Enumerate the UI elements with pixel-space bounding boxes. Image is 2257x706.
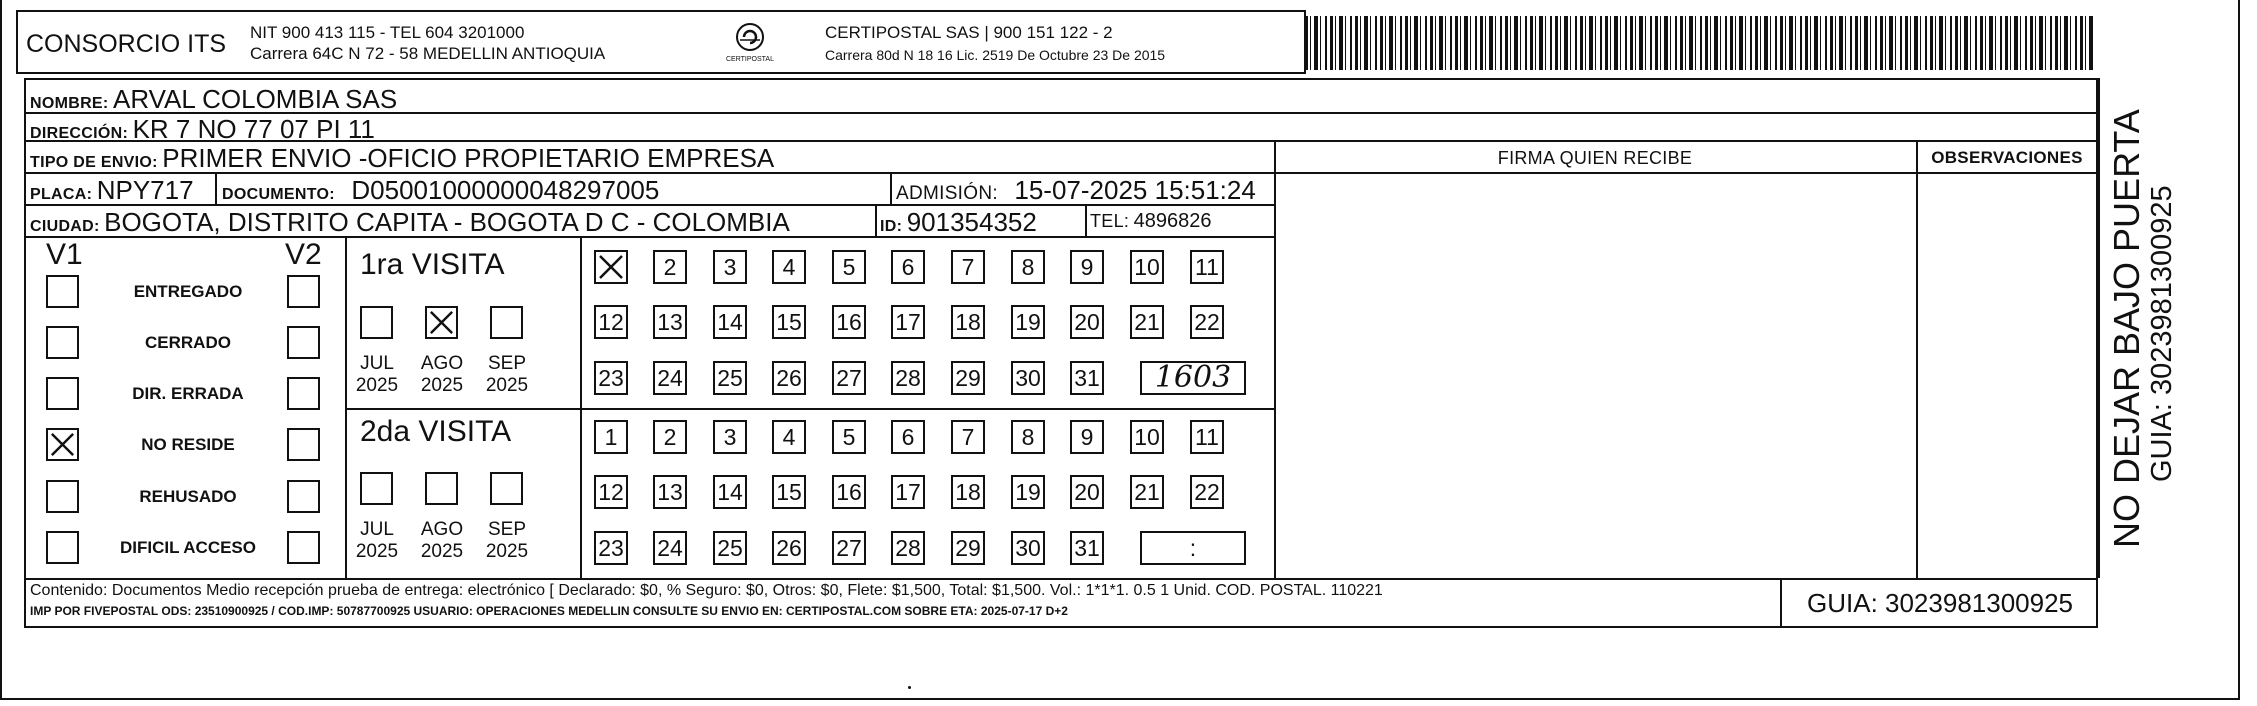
observations-label: OBSERVACIONES	[1931, 148, 2083, 167]
first-visit-day-18[interactable]: 18	[951, 305, 985, 339]
second-visit-month-sep[interactable]	[490, 472, 523, 505]
status-label: DIR. ERRADA	[132, 384, 244, 403]
second-visit-day-23[interactable]: 23	[594, 531, 628, 565]
sender-name: CONSORCIO ITS	[26, 30, 227, 58]
first-visit-day-28[interactable]: 28	[891, 361, 925, 395]
second-visit-day-6[interactable]: 6	[891, 420, 925, 454]
first-visit-day-5[interactable]: 5	[832, 250, 866, 284]
imp-line: IMP POR FIVEPOSTAL ODS: 23510900925 / COD.IMP: 50787700925 USUARIO: OPERACIONES MEDELLIN CONSULTE SU ENVIO EN: CERTIPOSTAL.COM SOBRE ETA: 2025-07-17 D+2	[30, 604, 1068, 618]
month-label: JUL 2025	[355, 353, 399, 396]
v1-checkbox-4[interactable]	[46, 480, 79, 513]
admission-row	[896, 175, 1256, 206]
second-visit-day-28[interactable]: 28	[891, 531, 925, 565]
tel-label: TEL:	[1090, 211, 1130, 231]
first-visit-day-24[interactable]: 24	[653, 361, 687, 395]
first-visit-day-20[interactable]: 20	[1070, 305, 1104, 339]
first-visit-day-13[interactable]: 13	[653, 305, 687, 339]
v2-checkbox-0[interactable]	[287, 275, 320, 308]
first-visit-day-11[interactable]: 11	[1190, 250, 1224, 284]
second-visit-day-20[interactable]: 20	[1070, 475, 1104, 509]
v2-checkbox-3[interactable]	[287, 428, 320, 461]
document-label: DOCUMENTO:	[222, 186, 335, 203]
barcode-icon	[1305, 16, 2095, 70]
first-visit-day-16[interactable]: 16	[832, 305, 866, 339]
v2-checkbox-2[interactable]	[287, 377, 320, 410]
second-visit-day-24[interactable]: 24	[653, 531, 687, 565]
content-line: Contenido: Documentos Medio recepción prueba de entrega: electrónico [ Declarado: $0, % Seguro: $0, Otros: $0, Flete: $1,500, Total: $1,500. Vol.: 1*1*1. 0.5 1 Unid. COD. POSTAL. 110221	[30, 582, 1383, 599]
sender-nit: NIT 900 413 115 - TEL 604 3201000	[250, 23, 525, 42]
name-row	[30, 84, 397, 115]
certipostal-logo	[722, 20, 778, 70]
sign-label: FIRMA QUIEN RECIBE	[1497, 148, 1693, 168]
tel-row	[1090, 210, 1212, 233]
id-value: 901354352	[906, 207, 1037, 237]
sender-address: Carrera 64C N 72 - 58 MEDELLIN ANTIOQUIA	[250, 44, 606, 63]
second-visit-month-jul[interactable]	[360, 472, 393, 505]
second-visit-day-4[interactable]: 4	[772, 420, 806, 454]
second-visit-day-11[interactable]: 11	[1190, 420, 1224, 454]
first-visit-day-1[interactable]	[594, 250, 628, 284]
ship-type-row	[30, 143, 774, 174]
address-label: DIRECCIÓN:	[30, 125, 129, 142]
status-label: REHUSADO	[139, 487, 237, 506]
address-row	[30, 114, 375, 145]
second-visit-day-21[interactable]: 21	[1130, 475, 1164, 509]
first-visit-time-box[interactable]: 1603	[1140, 361, 1246, 395]
v1-checkbox-0[interactable]	[46, 275, 79, 308]
second-visit-day-26[interactable]: 26	[772, 531, 806, 565]
second-visit-day-29[interactable]: 29	[951, 531, 985, 565]
v1-checkbox-1[interactable]	[46, 326, 79, 359]
first-visit-day-30[interactable]: 30	[1011, 361, 1045, 395]
first-visit-day-2[interactable]: 2	[653, 250, 687, 284]
side-guide: GUIA: 3023981300925	[2146, 185, 2178, 482]
month-label: SEP 2025	[485, 353, 529, 396]
second-visit-day-27[interactable]: 27	[832, 531, 866, 565]
logo-text: CERTIPOSTAL	[726, 56, 774, 63]
first-visit-day-22[interactable]: 22	[1190, 305, 1224, 339]
carrier-name: CERTIPOSTAL SAS | 900 151 122 - 2	[825, 23, 1113, 42]
ship-type-label: TIPO DE ENVIO:	[30, 154, 158, 171]
v2-checkbox-4[interactable]	[287, 480, 320, 513]
v2-checkbox-1[interactable]	[287, 326, 320, 359]
second-visit-day-16[interactable]: 16	[832, 475, 866, 509]
second-visit-day-10[interactable]: 10	[1130, 420, 1164, 454]
second-visit-day-5[interactable]: 5	[832, 420, 866, 454]
first-visit-day-14[interactable]: 14	[713, 305, 747, 339]
city-label: CIUDAD:	[30, 218, 100, 235]
first-visit-day-12[interactable]: 12	[594, 305, 628, 339]
second-visit-day-18[interactable]: 18	[951, 475, 985, 509]
v1-checkbox-5[interactable]	[46, 531, 79, 564]
status-label: CERRADO	[145, 333, 231, 352]
month-label: SEP 2025	[485, 519, 529, 562]
first-visit-day-26[interactable]: 26	[772, 361, 806, 395]
observations-area[interactable]	[1918, 174, 2096, 576]
first-visit-day-17[interactable]: 17	[891, 305, 925, 339]
month-label: AGO 2025	[420, 353, 464, 396]
second-visit-day-2[interactable]: 2	[653, 420, 687, 454]
status-label: ENTREGADO	[133, 282, 243, 301]
v1-checkbox-2[interactable]	[46, 377, 79, 410]
second-visit-day-3[interactable]: 3	[713, 420, 747, 454]
first-visit-day-31[interactable]: 31	[1070, 361, 1104, 395]
guide-box: GUIA: 3023981300925	[1807, 588, 2073, 618]
first-visit-day-9[interactable]: 9	[1070, 250, 1104, 284]
first-visit-day-19[interactable]: 19	[1011, 305, 1045, 339]
second-visit-day-25[interactable]: 25	[713, 531, 747, 565]
tel-value: 4896826	[1133, 210, 1212, 232]
first-visit-label: 1ra VISITA	[360, 248, 505, 281]
document-value: D05001000000048297005	[351, 175, 660, 205]
signature-area[interactable]	[1276, 174, 1914, 576]
first-visit-day-29[interactable]: 29	[951, 361, 985, 395]
second-visit-day-7[interactable]: 7	[951, 420, 985, 454]
city-row	[30, 207, 790, 238]
document-row	[222, 175, 659, 206]
month-label: AGO 2025	[420, 519, 464, 562]
id-label: ID:	[880, 218, 903, 235]
v1-checkbox-3[interactable]	[46, 428, 79, 461]
admission-label: ADMISIÓN:	[896, 183, 998, 204]
first-visit-day-7[interactable]: 7	[951, 250, 985, 284]
plate-value: NPY717	[96, 175, 194, 205]
no-dejar-warning: NO DEJAR BAJO PUERTA	[2106, 109, 2147, 548]
first-visit-day-15[interactable]: 15	[772, 305, 806, 339]
plate-row	[30, 175, 194, 206]
first-visit-day-25[interactable]: 25	[713, 361, 747, 395]
first-visit-day-23[interactable]: 23	[594, 361, 628, 395]
second-visit-day-17[interactable]: 17	[891, 475, 925, 509]
second-visit-day-13[interactable]: 13	[653, 475, 687, 509]
status-label: DIFICIL ACCESO	[119, 538, 256, 557]
v2-label: V2	[285, 238, 322, 271]
address-value: KR 7 NO 77 07 PI 11	[132, 114, 375, 144]
v1-label: V1	[46, 238, 83, 271]
first-visit-day-8[interactable]: 8	[1011, 250, 1045, 284]
admission-value: 15-07-2025 15:51:24	[1014, 175, 1256, 205]
first-visit-day-4[interactable]: 4	[772, 250, 806, 284]
second-visit-day-30[interactable]: 30	[1011, 531, 1045, 565]
second-visit-day-22[interactable]: 22	[1190, 475, 1224, 509]
city-value: BOGOTA, DISTRITO CAPITA - BOGOTA D C - COLOMBIA	[104, 207, 790, 237]
name-label: NOMBRE:	[30, 95, 109, 112]
first-visit-day-3[interactable]: 3	[713, 250, 747, 284]
second-visit-day-31[interactable]: 31	[1070, 531, 1104, 565]
v2-checkbox-5[interactable]	[287, 531, 320, 564]
month-label: JUL 2025	[355, 519, 399, 562]
second-visit-label: 2da VISITA	[360, 415, 512, 448]
second-visit-day-1[interactable]: 1	[594, 420, 628, 454]
status-label: NO RESIDE	[141, 435, 235, 454]
second-visit-day-19[interactable]: 19	[1011, 475, 1045, 509]
plate-label: PLACA:	[30, 186, 93, 203]
second-visit-month-ago[interactable]	[425, 472, 458, 505]
second-visit-day-8[interactable]: 8	[1011, 420, 1045, 454]
first-visit-day-27[interactable]: 27	[832, 361, 866, 395]
second-visit-day-15[interactable]: 15	[772, 475, 806, 509]
second-visit-day-14[interactable]: 14	[713, 475, 747, 509]
carrier-license: Carrera 80d N 18 16 Lic. 2519 De Octubre 23 De 2015	[825, 47, 1166, 63]
name-value: ARVAL COLOMBIA SAS	[113, 84, 398, 114]
first-visit-month-ago[interactable]	[425, 306, 458, 339]
second-visit-time-box[interactable]: :	[1140, 531, 1246, 565]
first-visit-month-jul[interactable]	[360, 306, 393, 339]
second-visit-day-12[interactable]: 12	[594, 475, 628, 509]
id-row	[880, 207, 1037, 238]
second-visit-day-9[interactable]: 9	[1070, 420, 1104, 454]
first-visit-day-10[interactable]: 10	[1130, 250, 1164, 284]
first-visit-month-sep[interactable]	[490, 306, 523, 339]
first-visit-day-21[interactable]: 21	[1130, 305, 1164, 339]
first-visit-day-6[interactable]: 6	[891, 250, 925, 284]
ship-type-value: PRIMER ENVIO -OFICIO PROPIETARIO EMPRESA	[162, 143, 775, 173]
dot	[908, 686, 911, 689]
